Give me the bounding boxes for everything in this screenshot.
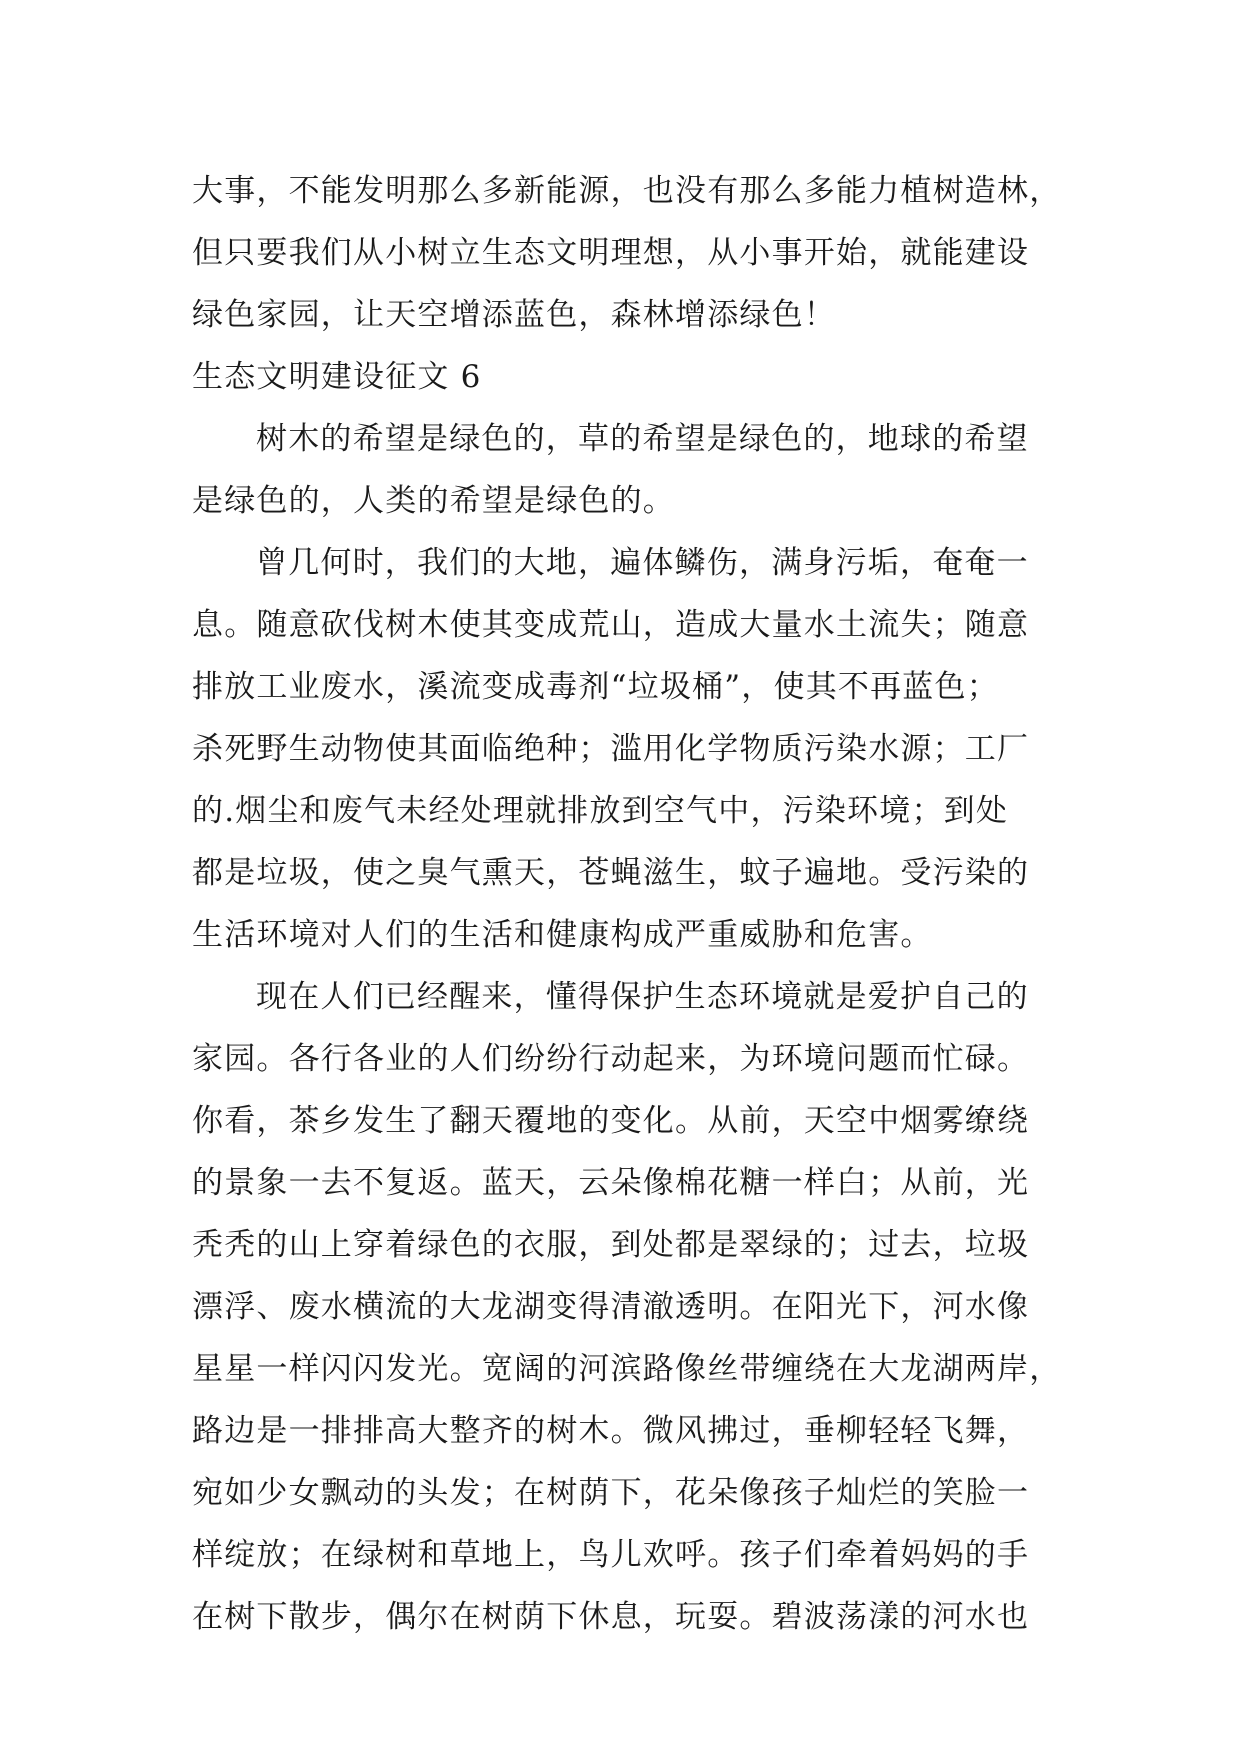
document-body <box>192 160 1072 1648</box>
text-line: 样绽放；在绿树和草地上，鸟儿欢呼。孩子们牵着妈妈的手 <box>192 1537 1030 1573</box>
text-line: 宛如少女飘动的头发；在树荫下，花朵像孩子灿烂的笑脸一 <box>192 1475 1030 1511</box>
text-line: 星星一样闪闪发光。宽阔的河滨路像丝带缠绕在大龙湖两岸， <box>192 1351 1062 1387</box>
text-line: 家园。各行各业的人们纷纷行动起来，为环境问题而忙碌。 <box>192 1041 1030 1077</box>
text-line: 现在人们已经醒来，懂得保护生态环境就是爱护自己的 <box>256 979 1029 1015</box>
text-line: 的.烟尘和废气未经处理就排放到空气中，污染环境；到处 <box>192 793 1009 829</box>
text-line: 秃秃的山上穿着绿色的衣服，到处都是翠绿的；过去，垃圾 <box>192 1227 1030 1263</box>
text-line: 是绿色的，人类的希望是绿色的。 <box>192 483 675 519</box>
text-line: 的景象一去不复返。蓝天，云朵像棉花糖一样白；从前，光 <box>192 1165 1030 1201</box>
section-heading: 生态文明建设征文 6 <box>192 359 482 395</box>
text-line: 生活环境对人们的生活和健康构成严重威胁和危害。 <box>192 917 933 953</box>
text-line: 大事，不能发明那么多新能源，也没有那么多能力植树造林， <box>192 173 1062 209</box>
text-line: 息。随意砍伐树木使其变成荒山，造成大量水土流失；随意 <box>192 607 1030 643</box>
text-line: 排放工业废水，溪流变成毒剂“垃圾桶”，使其不再蓝色； <box>192 669 999 705</box>
text-line: 都是垃圾，使之臭气熏天，苍蝇滋生，蚊子遍地。受污染的 <box>192 855 1030 891</box>
text-line: 但只要我们从小树立生态文明理想，从小事开始，就能建设 <box>192 235 1030 271</box>
text-line: 路边是一排排高大整齐的树木。微风拂过，垂柳轻轻飞舞， <box>192 1413 1030 1449</box>
text-line: 在树下散步，偶尔在树荫下休息，玩耍。碧波荡漾的河水也 <box>192 1599 1030 1635</box>
text-line: 绿色家园，让天空增添蓝色，森林增添绿色！ <box>192 297 836 333</box>
text-line: 曾几何时，我们的大地，遍体鳞伤，满身污垢，奄奄一 <box>256 545 1029 581</box>
text-line: 树木的希望是绿色的，草的希望是绿色的，地球的希望 <box>256 421 1029 457</box>
text-line: 漂浮、废水横流的大龙湖变得清澈透明。在阳光下，河水像 <box>192 1289 1030 1325</box>
text-line: 杀死野生动物使其面临绝种；滥用化学物质污染水源；工厂 <box>192 731 1030 767</box>
text-line: 你看，茶乡发生了翻天覆地的变化。从前，天空中烟雾缭绕 <box>192 1103 1030 1139</box>
